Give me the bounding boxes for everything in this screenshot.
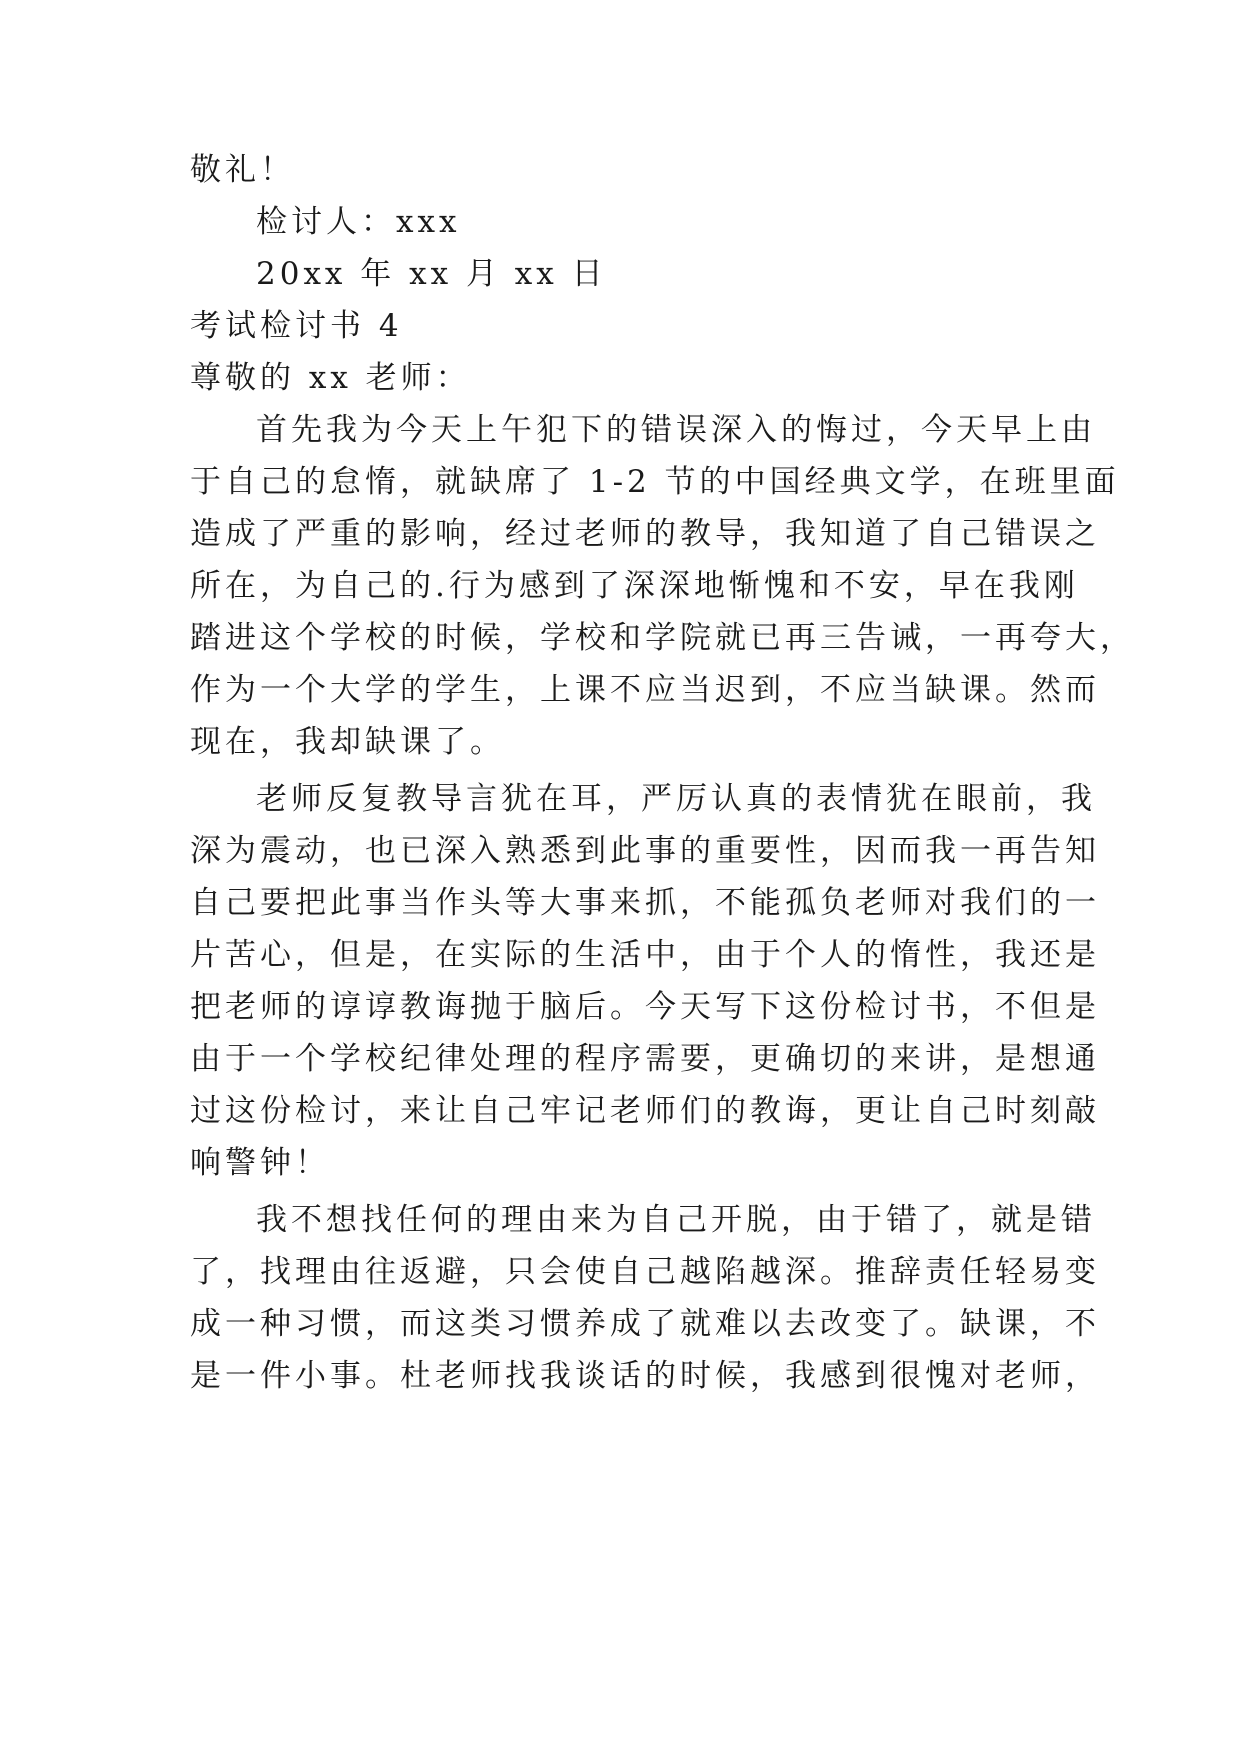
paragraph-line: 由于一个学校纪律处理的程序需要，更确切的来讲，是想通 (190, 1041, 1100, 1077)
paragraph-line: 成一种习惯，而这类习惯养成了就难以去改变了。缺课，不 (190, 1306, 1100, 1342)
paragraph-line: 深为震动，也已深入熟悉到此事的重要性，因而我一再告知 (190, 833, 1100, 869)
paragraph-line: 是一件小事。杜老师找我谈话的时候，我感到很愧对老师， (190, 1358, 1100, 1394)
paragraph-line: 我不想找任何的理由来为自己开脱，由于错了，就是错 (256, 1202, 1096, 1238)
paragraph-line: 所在，为自己的.行为感到了深深地惭愧和不安，早在我刚 (190, 568, 1079, 604)
salutation: 尊敬的 xx 老师： (190, 360, 471, 396)
paragraph-line: 了，找理由往返避，只会使自己越陷越深。推辞责任轻易变 (190, 1254, 1100, 1290)
paragraph-line: 自己要把此事当作头等大事来抓，不能孤负老师对我们的一 (190, 885, 1100, 921)
paragraph-line: 响警钟！ (190, 1145, 330, 1181)
paragraph-line: 过这份检讨，来让自己牢记老师们的教诲，更让自己时刻敲 (190, 1093, 1100, 1129)
signature-line: 检讨人：xxx (256, 204, 461, 240)
paragraph-line: 踏进这个学校的时候，学校和学院就已再三告诫，一再夸大， (190, 620, 1135, 656)
paragraph-line: 老师反复教导言犹在耳，严厉认真的表情犹在眼前，我 (256, 781, 1096, 817)
paragraph-line: 现在，我却缺课了。 (190, 724, 505, 760)
paragraph-line: 作为一个大学的学生，上课不应当迟到，不应当缺课。然而 (190, 672, 1100, 708)
paragraph-line: 造成了严重的影响，经过老师的教导，我知道了自己错误之 (190, 516, 1100, 552)
paragraph-line: 首先我为今天上午犯下的错误深入的悔过，今天早上由 (256, 412, 1096, 448)
section-title: 考试检讨书 4 (190, 308, 403, 344)
closing-line: 敬礼！ (190, 152, 295, 188)
date-line: 20xx 年 xx 月 xx 日 (256, 256, 607, 292)
paragraph-line: 把老师的谆谆教诲抛于脑后。今天写下这份检讨书，不但是 (190, 989, 1100, 1025)
paragraph-line: 片苦心，但是，在实际的生活中，由于个人的惰性，我还是 (190, 937, 1100, 973)
paragraph-line: 于自己的怠惰，就缺席了 1-2 节的中国经典文学，在班里面 (190, 464, 1120, 500)
